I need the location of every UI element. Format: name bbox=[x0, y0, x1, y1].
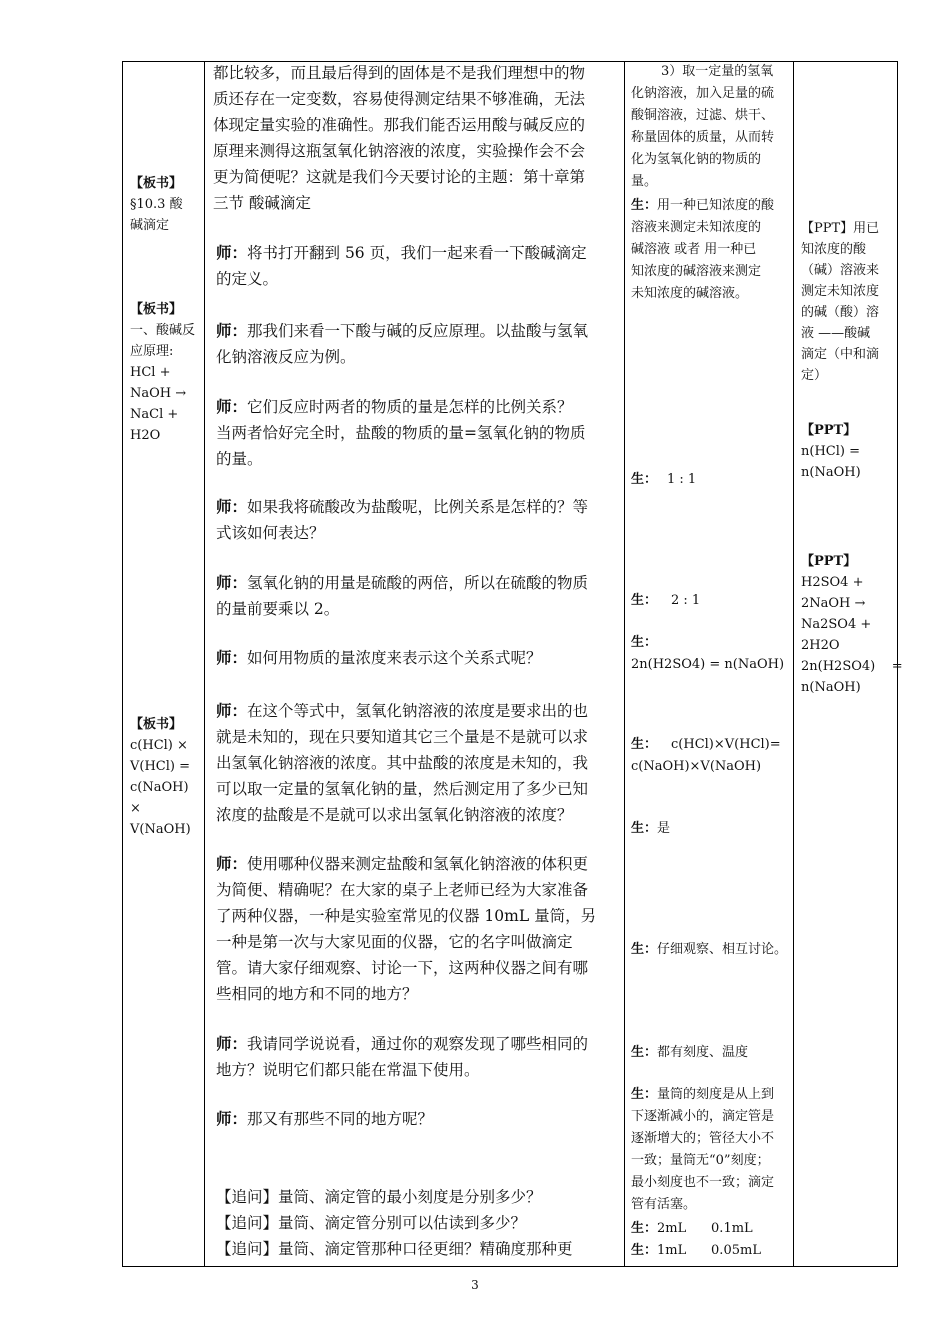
student-answer-6 bbox=[631, 818, 670, 840]
board-note-line: c(HCl) × bbox=[130, 738, 188, 753]
speaker-label: 生： bbox=[631, 821, 658, 836]
text-line: 我请同学说说看，通过你的观察发现了哪些相同的 bbox=[247, 1035, 589, 1053]
text-line: 更为简便呢？这就是我们今天要讨论的主题：第十章第 bbox=[213, 168, 586, 186]
board-note-line: V(NaOH) bbox=[130, 822, 191, 837]
answer-text: 2n(H2SO4) = n(NaOH) bbox=[631, 657, 785, 672]
text-line: 出氢氧化钠溶液的浓度。其中盐酸的浓度是未知的，我 bbox=[216, 754, 589, 772]
text-line: 当两者恰好完全时，盐酸的物质的量=氢氧化钠的物质 bbox=[216, 424, 586, 442]
board-note-line: HCl + bbox=[130, 365, 171, 380]
text-line: 它们反应时两者的物质的量是怎样的比例关系？ bbox=[247, 398, 573, 416]
speaker-label: 生： bbox=[631, 472, 658, 487]
text-line: 用一种已知浓度的酸 bbox=[657, 198, 775, 213]
text-line: 的量前要乘以 2。 bbox=[216, 600, 340, 618]
speaker-label: 师： bbox=[216, 1109, 248, 1128]
text-line: 未知浓度的碱溶液。 bbox=[631, 286, 749, 301]
text-line: 式该如何表达？ bbox=[216, 524, 325, 542]
text-line: 3）取一定量的氢氧 bbox=[661, 64, 774, 79]
text-line: 量筒的刻度是从上到 bbox=[657, 1087, 775, 1102]
text-line: 为简便、精确呢？在大家的桌子上老师已经为大家准备 bbox=[216, 881, 589, 899]
board-note-line: 一、酸碱反 bbox=[130, 323, 196, 338]
text-line: 的定义。 bbox=[216, 270, 279, 288]
student-answer-11 bbox=[631, 1240, 761, 1262]
text-line: 【PPT】用已 bbox=[801, 221, 880, 236]
text-line: 知浓度的碱溶液来测定 bbox=[631, 264, 762, 279]
text-line: 称量固体的质量，从而转 bbox=[631, 130, 775, 145]
intro-paragraph bbox=[213, 60, 585, 216]
board-note-line: V(HCl) = bbox=[130, 759, 190, 774]
speaker-label: 师： bbox=[216, 701, 248, 720]
ppt-heading: 【PPT】 bbox=[801, 554, 857, 569]
teacher-paragraph-4 bbox=[216, 494, 588, 546]
answer-text: 2mL 0.1mL bbox=[657, 1221, 753, 1236]
ppt-note-3 bbox=[801, 551, 903, 698]
text-line: 浓度的盐酸是不是就可以求出氢氧化钠溶液的浓度？ bbox=[216, 806, 573, 824]
answer-text: 1mL 0.05mL bbox=[657, 1243, 761, 1258]
column-divider bbox=[624, 62, 625, 1266]
text-line: 一种是第一次与大家见面的仪器，它的名字叫做滴定 bbox=[216, 933, 573, 951]
text-line: 测定未知浓度 bbox=[801, 284, 880, 299]
board-note-line: 碱滴定 bbox=[130, 218, 170, 233]
teacher-paragraph-2 bbox=[216, 318, 588, 370]
speaker-label: 生： bbox=[631, 198, 658, 213]
teacher-paragraph-7 bbox=[216, 698, 588, 828]
text-line: 的量。 bbox=[216, 450, 263, 468]
speaker-label: 生： bbox=[631, 1243, 658, 1258]
follow-up-question: 【追问】量筒、滴定管的最小刻度是分别多少？ bbox=[216, 1188, 542, 1206]
text-line: 量。 bbox=[631, 174, 658, 189]
text-line: 最小刻度也不一致；滴定 bbox=[631, 1175, 775, 1190]
text-line: 三节 酸碱滴定 bbox=[213, 194, 311, 212]
text-line: 化钠溶液反应为例。 bbox=[216, 348, 356, 366]
text-line: 滴定（中和滴 bbox=[801, 347, 880, 362]
text-line: 原理来测得这瓶氢氧化钠溶液的浓度，实验操作会不会 bbox=[213, 142, 586, 160]
text-line: 2H2O bbox=[801, 638, 840, 653]
board-note-line: NaCl + bbox=[130, 407, 179, 422]
teacher-paragraph-5 bbox=[216, 570, 588, 622]
method-3-text bbox=[631, 61, 774, 193]
board-note-line: NaOH → bbox=[130, 386, 187, 401]
text-line: 如何用物质的量浓度来表示这个关系式呢？ bbox=[247, 649, 542, 667]
text-line: 化为氢氧化钠的物质的 bbox=[631, 152, 762, 167]
board-note-line: 应原理: bbox=[130, 344, 174, 359]
speaker-label: 生： bbox=[631, 942, 658, 957]
text-line: 体现定量实验的准确性。那我们能否运用酸与碱反应的 bbox=[213, 116, 586, 134]
speaker-label: 师： bbox=[216, 397, 248, 416]
speaker-label: 师： bbox=[216, 1034, 248, 1053]
column-divider bbox=[204, 62, 205, 1266]
text-line: 管。请大家仔细观察、讨论一下，这两种仪器之间有哪 bbox=[216, 959, 589, 977]
answer-text: 是 bbox=[657, 821, 671, 836]
text-line: 那又有那些不同的地方呢？ bbox=[247, 1110, 434, 1128]
student-answer-10 bbox=[631, 1218, 753, 1240]
answer-text: 1 : 1 bbox=[667, 472, 697, 487]
student-answer-7 bbox=[631, 939, 787, 961]
speaker-label: 师： bbox=[216, 573, 248, 592]
ppt-heading: 【PPT】 bbox=[801, 423, 857, 438]
text-line: 那我们来看一下酸与碱的反应原理。以盐酸与氢氧 bbox=[247, 322, 589, 340]
student-answer-3 bbox=[631, 590, 700, 612]
text-line: 管有活塞。 bbox=[631, 1197, 697, 1212]
board-note-line: c(NaOH) bbox=[130, 780, 189, 795]
text-line: 溶液来测定未知浓度的 bbox=[631, 220, 762, 235]
text-line: 一致；量筒无“0”刻度； bbox=[631, 1153, 770, 1168]
student-answer-2 bbox=[631, 469, 696, 491]
text-line: 了两种仪器，一种是实验室常见的仪器 10mL 量筒，另 bbox=[216, 907, 597, 925]
board-note-line: × bbox=[130, 801, 141, 816]
speaker-label: 生： bbox=[631, 737, 658, 752]
student-answer-5 bbox=[631, 734, 781, 778]
text-line: 定） bbox=[801, 368, 828, 383]
text-line: 的碱（酸）溶 bbox=[801, 305, 880, 320]
board-note-line: §10.3 酸 bbox=[130, 197, 183, 212]
follow-up-question: 【追问】量筒、滴定管分别可以估读到多少？ bbox=[216, 1214, 527, 1232]
text-line: c(NaOH)×V(NaOH) bbox=[631, 759, 762, 774]
text-line: 2n(H2SO4) = bbox=[801, 659, 903, 674]
speaker-label: 师： bbox=[216, 854, 248, 873]
text-line: n(NaOH) bbox=[801, 680, 861, 695]
text-line: 碱溶液 或者 用一种已 bbox=[631, 242, 757, 257]
text-line: 化钠溶液，加入足量的硫 bbox=[631, 86, 775, 101]
board-note-heading: 【板书】 bbox=[130, 176, 183, 191]
text-line: 可以取一定量的氢氧化钠的量，然后测定用了多少已知 bbox=[216, 780, 589, 798]
teacher-paragraph-10 bbox=[216, 1106, 433, 1132]
speaker-label: 生： bbox=[631, 1045, 658, 1060]
teacher-paragraph-6 bbox=[216, 645, 542, 671]
board-note-heading: 【板书】 bbox=[130, 717, 183, 732]
text-line: 使用哪种仪器来测定盐酸和氢氧化钠溶液的体积更 bbox=[247, 855, 589, 873]
text-line: 将书打开翻到 56 页，我们一起来看一下酸碱滴定 bbox=[247, 244, 587, 262]
speaker-label: 生： bbox=[631, 635, 658, 650]
board-note-1 bbox=[130, 173, 183, 236]
board-note-2 bbox=[130, 299, 195, 446]
answer-text: 仔细观察、相互讨论。 bbox=[657, 942, 788, 957]
text-line: 逐渐增大的；管径大小不 bbox=[631, 1131, 775, 1146]
speaker-label: 师： bbox=[216, 321, 248, 340]
speaker-label: 生： bbox=[631, 1221, 658, 1236]
text-line: 都比较多，而且最后得到的固体是不是我们理想中的物 bbox=[213, 64, 586, 82]
text-line: 2NaOH → bbox=[801, 596, 866, 611]
speaker-label: 师： bbox=[216, 648, 248, 667]
text-line: 些相同的地方和不同的地方？ bbox=[216, 985, 418, 1003]
student-answer-4 bbox=[631, 632, 784, 676]
ppt-note-2 bbox=[801, 420, 861, 483]
speaker-label: 生： bbox=[631, 1087, 658, 1102]
text-line: H2SO4 + bbox=[801, 575, 864, 590]
text-line: c(HCl)×V(HCl)= bbox=[671, 737, 781, 752]
text-line: n(NaOH) bbox=[801, 465, 861, 480]
answer-text: 都有刻度、温度 bbox=[657, 1045, 749, 1060]
text-line: Na2SO4 + bbox=[801, 617, 872, 632]
text-line: （碱）溶液来 bbox=[801, 263, 880, 278]
ppt-note-1 bbox=[801, 218, 879, 386]
text-line: 在这个等式中，氢氧化钠溶液的浓度是要求出的也 bbox=[247, 702, 589, 720]
board-note-line: H2O bbox=[130, 428, 161, 443]
follow-up-question: 【追问】量筒、滴定管那种口径更细？精确度那种更 bbox=[216, 1240, 573, 1258]
student-answer-8 bbox=[631, 1042, 748, 1064]
text-line: 质还存在一定变数，容易使得测定结果不够准确，无法 bbox=[213, 90, 586, 108]
text-line: 氢氧化钠的用量是硫酸的两倍，所以在硫酸的物质 bbox=[247, 574, 589, 592]
student-answer-1 bbox=[631, 195, 774, 305]
column-divider bbox=[793, 62, 794, 1266]
text-line: 下逐渐减小的，滴定管是 bbox=[631, 1109, 775, 1124]
text-line: 知浓度的酸 bbox=[801, 242, 867, 257]
student-answer-9 bbox=[631, 1084, 774, 1216]
speaker-label: 生： bbox=[631, 593, 658, 608]
page-number: 3 bbox=[471, 1278, 479, 1292]
teacher-paragraph-9 bbox=[216, 1031, 588, 1083]
text-line: n(HCl) = bbox=[801, 444, 860, 459]
text-line: 酸铜溶液，过滤、烘干、 bbox=[631, 108, 775, 123]
board-note-heading: 【板书】 bbox=[130, 302, 183, 317]
follow-up-questions bbox=[216, 1184, 573, 1262]
teacher-paragraph-8 bbox=[216, 851, 596, 1007]
speaker-label: 师： bbox=[216, 497, 248, 516]
teacher-paragraph-3 bbox=[216, 394, 586, 472]
text-line: 地方？说明它们都只能在常温下使用。 bbox=[216, 1061, 480, 1079]
answer-text: 2 : 1 bbox=[671, 593, 701, 608]
text-line: 就是未知的，现在只要知道其它三个量是不是就可以求 bbox=[216, 728, 589, 746]
text-line: 液 ——酸碱 bbox=[801, 326, 871, 341]
speaker-label: 师： bbox=[216, 243, 248, 262]
text-line: 如果我将硫酸改为盐酸呢，比例关系是怎样的？等 bbox=[247, 498, 589, 516]
board-note-3 bbox=[130, 714, 191, 840]
teacher-paragraph-1 bbox=[216, 240, 587, 292]
